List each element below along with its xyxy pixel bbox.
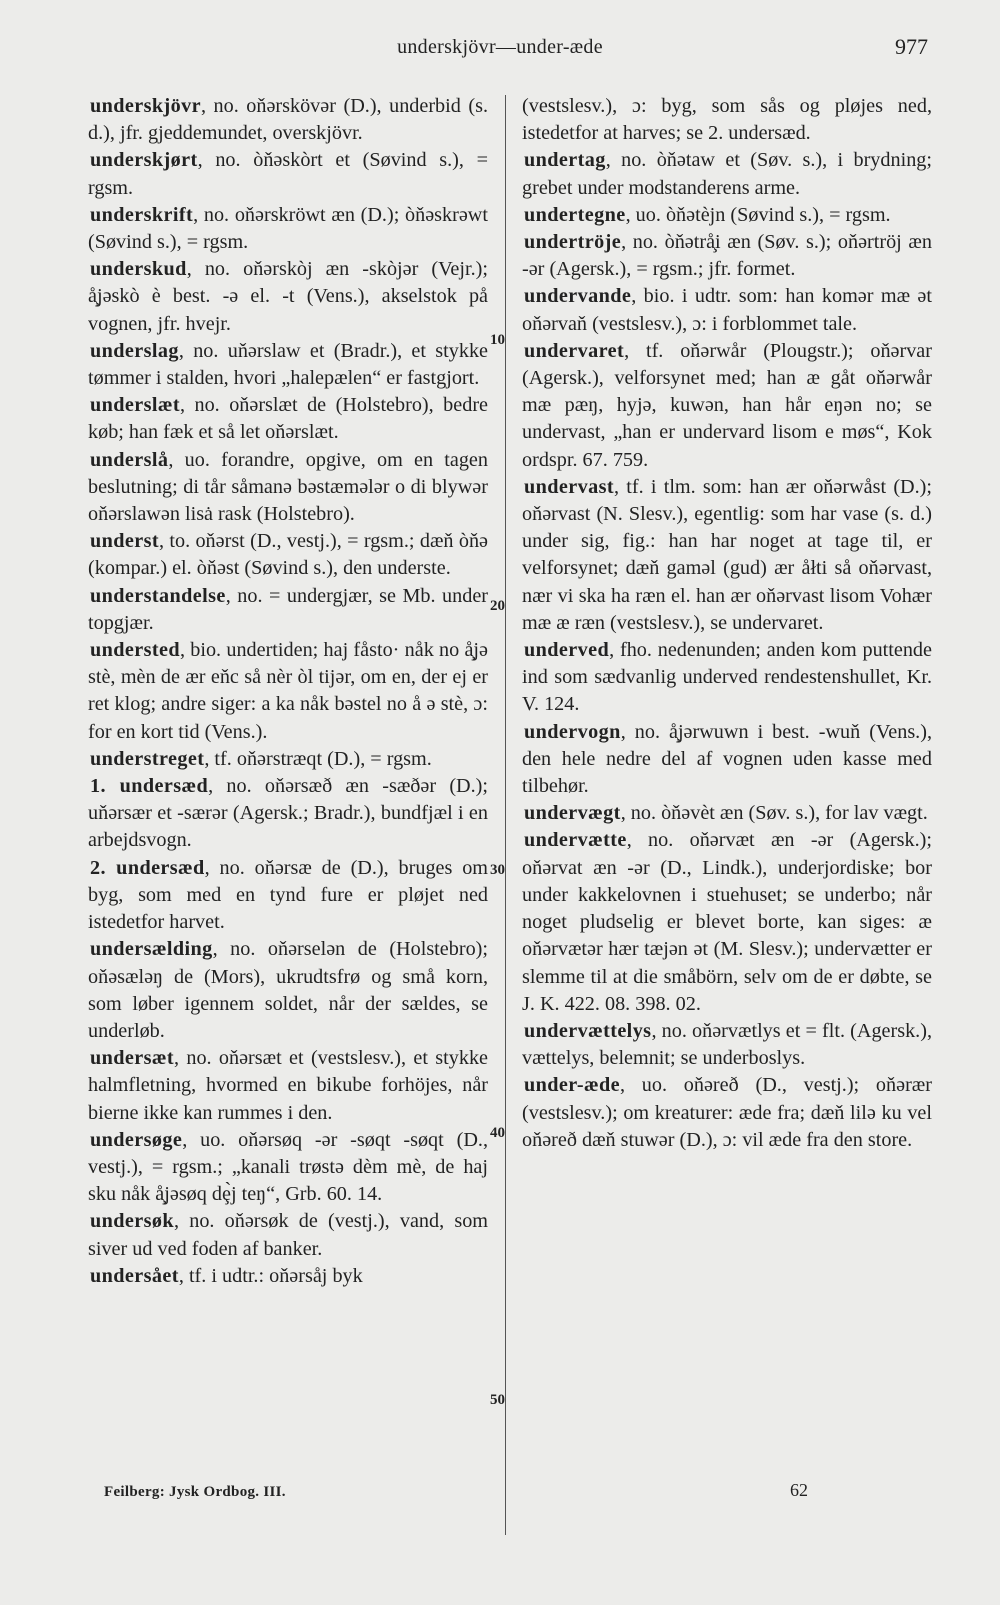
entry-headword: 1. undersæd: [90, 775, 209, 798]
dictionary-entry: [88, 746, 488, 773]
dictionary-entry: [88, 202, 488, 256]
column-rule: [505, 95, 506, 1535]
dictionary-entry: [88, 1263, 488, 1290]
entry-headword: undersået: [90, 1264, 179, 1287]
entry-headword: undervætte: [524, 829, 627, 852]
entry-headword: undervande: [524, 285, 632, 308]
entry-headword: undersælding: [90, 938, 213, 961]
entry-definition: , no. òňətaw et (Søv. s.), i brydning; grebet under modstanderens arme.: [522, 149, 932, 199]
dictionary-entry: [88, 528, 488, 582]
page-number: 977: [895, 34, 928, 59]
entry-definition: , tf. i tlm. som: han ær oňərwåst (D.); oňərvast (N. Slesv.), egentlig: som har vase (s. d.) under sig, fig.: han har noget at tage til, er velforsynet; dæň gaməl (gud) ær åłti så oňərvast, nær vi ska ha ræn el. han ær oňərvast lisom Vohær mæ æ ræn (vestslesv.), se undervaret.: [522, 475, 932, 634]
line-number-40: 40: [490, 1125, 505, 1141]
dictionary-entry: [522, 229, 932, 283]
line-number-10: 10: [490, 332, 505, 348]
entry-definition: , no. oňərsæ de (D.), bruges om byg, som med en tynd fure er pløjet ned istedetfor harvet.: [88, 856, 488, 934]
entry-definition: , no. oňərsæt et (vestslesv.), et stykke halmfletning, hvormed en bikube forhöjes, når bierne ikke kan rummes i den.: [88, 1047, 488, 1124]
entry-definition: , to. oňərst (D., vestj.), = rgsm.; dæň òňə (kompar.) el. òňəst (Søvind s.), den underste.: [88, 530, 488, 580]
entry-definition: (vestslesv.), ɔ: byg, som sås og pløjes ned, istedetfor at harves; se 2. undersæd.: [522, 95, 932, 145]
entry-definition: , no. oňərsøk de (vestj.), vand, som siver ud ved foden af banker.: [88, 1210, 488, 1260]
dictionary-entry: [522, 474, 932, 637]
entry-headword: undertröje: [524, 231, 622, 254]
dictionary-entry: [88, 1127, 488, 1209]
entry-definition: , no. oňərskröwt æn (D.); òňəskrəwt (Søvind s.), = rgsm.: [88, 203, 488, 254]
dictionary-entry: [522, 637, 932, 719]
entry-definition: , no. oňərslæt de (Holstebro), bedre køb; han fæk et så let oňərslæt.: [88, 394, 488, 444]
line-number-50: 50: [490, 1392, 505, 1408]
entry-definition: , no. oňərvæt æn -ər (Agersk.); oňərvat æn -ər (D., Lindk.), underjordiske; bor under kakkelovnen i stuehuset; se underbo; når noget pludselig er blevet borte, kan siges: æ oňərvætər hær tæjən ət (M. Slesv.); undervætter er slemme til at die småbörn, selv om de er døbte, se J. K. 422. 08. 398. 02.: [522, 829, 932, 1015]
dictionary-entry: [522, 147, 932, 201]
entry-headword: undertegne: [524, 203, 626, 226]
entry-headword: undervægt: [524, 802, 621, 825]
dictionary-entry: [88, 773, 488, 855]
entry-definition: , no. òňəvèt æn (Søv. s.), for lav vægt.: [620, 802, 928, 825]
dictionary-entry: [88, 256, 488, 338]
running-head: underskjövr—under-æde: [397, 36, 603, 58]
dictionary-entry: [522, 719, 932, 801]
entry-definition: , uo. òňətèjn (Søvind s.), = rgsm.: [625, 203, 891, 226]
entry-headword: undervættelys: [524, 1019, 652, 1042]
entry-headword: underskud: [90, 258, 187, 281]
entry-definition: , no. òňəskòrt et (Søvind s.), = rgsm.: [88, 149, 488, 199]
entry-definition: , no. oňərvætlys et = flt. (Agersk.), vættelys, belemnit; se underboslys.: [522, 1019, 932, 1070]
entry-headword: undertag: [524, 149, 606, 172]
entry-definition: , tf. oňərwår (Plougstr.); oňərvar (Agersk.), velforsynet med; han æ gåt oňərwår mæ pæŋ, hyjə, kuwən, han hår eŋən no; se undervast, „han er undervard lisom e møs“, Kok ordspr. 67. 759.: [522, 339, 932, 471]
entry-headword: understed: [90, 639, 180, 662]
entry-definition: , no. oňərskòj æn -skòjər (Vejr.); å̧jəskò è best. -ə el. -t (Vens.), akselstok på vognen, jfr. hvejr.: [88, 258, 488, 335]
entry-definition: , fho. nedenunden; anden kom puttende ind som sædvanlig underved rendestenshullet, Kr. V. 124.: [522, 639, 932, 716]
dictionary-entry: [88, 936, 488, 1045]
left-column: [88, 93, 488, 1290]
entry-headword: understandelse: [90, 584, 226, 607]
entry-headword: underst: [90, 530, 159, 553]
dictionary-entry: [88, 147, 488, 201]
entry-headword: undervogn: [524, 720, 621, 743]
footer-source: Feilberg: Jysk Ordbog. III.: [104, 1484, 286, 1500]
entry-headword: underskjövr: [90, 95, 201, 117]
entry-headword: undersøk: [90, 1210, 174, 1233]
dictionary-entry: [88, 855, 488, 937]
entry-headword: undervaret: [524, 339, 625, 362]
entry-headword: underskrift: [90, 203, 194, 226]
dictionary-entry: [522, 338, 932, 474]
entry-headword: underslæt: [90, 394, 180, 417]
dictionary-entry: [88, 637, 488, 746]
dictionary-entry: [88, 93, 488, 147]
entry-definition: , no. oňərsæð æn -sæðər (D.); uňərsær et -særər (Agersk.; Bradr.), bundfjæl i en arbejdsvogn.: [88, 775, 489, 852]
entry-definition: , uo. oňərsøq -ər -søqt -søqt (D., vestj.), = rgsm.; „kanali trøstə dèm mè, de haj sku nåk å̧jəsøq dȩ̀j teŋ“, Grb. 60. 14.: [88, 1128, 488, 1206]
entry-headword: 2. undersæd: [90, 856, 205, 879]
entry-headword: undersæt: [90, 1047, 174, 1070]
entry-definition: , no. oňərselən de (Holstebro); oňəsæləŋ de (Mors), ukrudtsfrø og små korn, som løber igennem soldet, når der sældes, se underløb.: [88, 938, 488, 1042]
entry-headword: undersøge: [90, 1128, 183, 1151]
dictionary-entry: [522, 800, 932, 827]
dictionary-entry: [88, 1045, 488, 1127]
entry-definition: , no. uňərslaw et (Bradr.), et stykke tømmer i stalden, hvori „halepælen“ er fastgjort.: [88, 339, 488, 390]
entry-headword: undervast: [524, 475, 614, 498]
dictionary-entry: [88, 447, 488, 529]
dictionary-entry: [88, 1208, 488, 1262]
dictionary-entry: [522, 283, 932, 337]
dictionary-entry: [522, 1018, 932, 1072]
entry-definition: , no. å̧jərwuwn i best. -wuň (Vens.), den hele nedre del af vognen uden kasse med tilbehør.: [522, 720, 932, 798]
entry-definition: , no. oňərskövər (D.), underbid (s. d.), jfr. gjeddemundet, overskjövr.: [88, 95, 488, 145]
line-number-30: 30: [490, 862, 505, 878]
entry-headword: underslå: [90, 448, 169, 471]
entry-definition: , tf. i udtr.: oňərsåj byk: [178, 1264, 363, 1287]
dictionary-entry: [522, 93, 932, 147]
entry-definition: , bio. i udtr. som: han komər mæ ət oňərvaň (vestslesv.), ɔ: i forblommet tale.: [522, 285, 932, 335]
entry-definition: , uo. oňəreð (D., vestj.); oňərær (vestslesv.); om kreaturer: æde fra; dæň lilə ku vel oňəreð dæň stuwər (D.), ɔ: vil æde fra den store.: [522, 1074, 932, 1151]
entry-definition: , no. = undergjær, se Mb. under topgjær.: [88, 584, 488, 634]
dictionary-entry: [88, 338, 488, 392]
dictionary-entry: [522, 1072, 932, 1154]
dictionary-entry: [522, 827, 932, 1017]
dictionary-entry: [522, 202, 932, 229]
entry-definition: , bio. undertiden; haj fåsto· nåk no å̧jə stè, mèn de ær eňc så nèr òl tijər, om en, der ej er ret klog; andre siger: a ka nåk bəstel no å ə stè, ɔ: for en kort tid (Vens.).: [88, 639, 488, 743]
signature-mark: 62: [790, 1480, 808, 1500]
entry-headword: under-æde: [524, 1074, 620, 1097]
dictionary-entry: [88, 392, 488, 446]
entry-definition: , uo. forandre, opgive, om en tagen beslutning; di tår såmanə bəstæmələr o di blywər oňərslawən lisȧ rask (Holstebro).: [88, 448, 488, 526]
right-column: [522, 93, 932, 1154]
entry-headword: understreget: [90, 747, 205, 770]
entry-definition: , no. òňətrå̧i æn (Søv. s.); oňərtröj æn -ər (Agersk.), = rgsm.; jfr. formet.: [522, 231, 932, 281]
entry-definition: , tf. oňərstræqt (D.), = rgsm.: [204, 747, 432, 770]
entry-headword: underskjørt: [90, 149, 198, 172]
entry-headword: underslag: [90, 339, 179, 362]
dictionary-entry: [88, 583, 488, 637]
entry-headword: underved: [524, 639, 610, 662]
line-number-20: 20: [490, 598, 505, 614]
